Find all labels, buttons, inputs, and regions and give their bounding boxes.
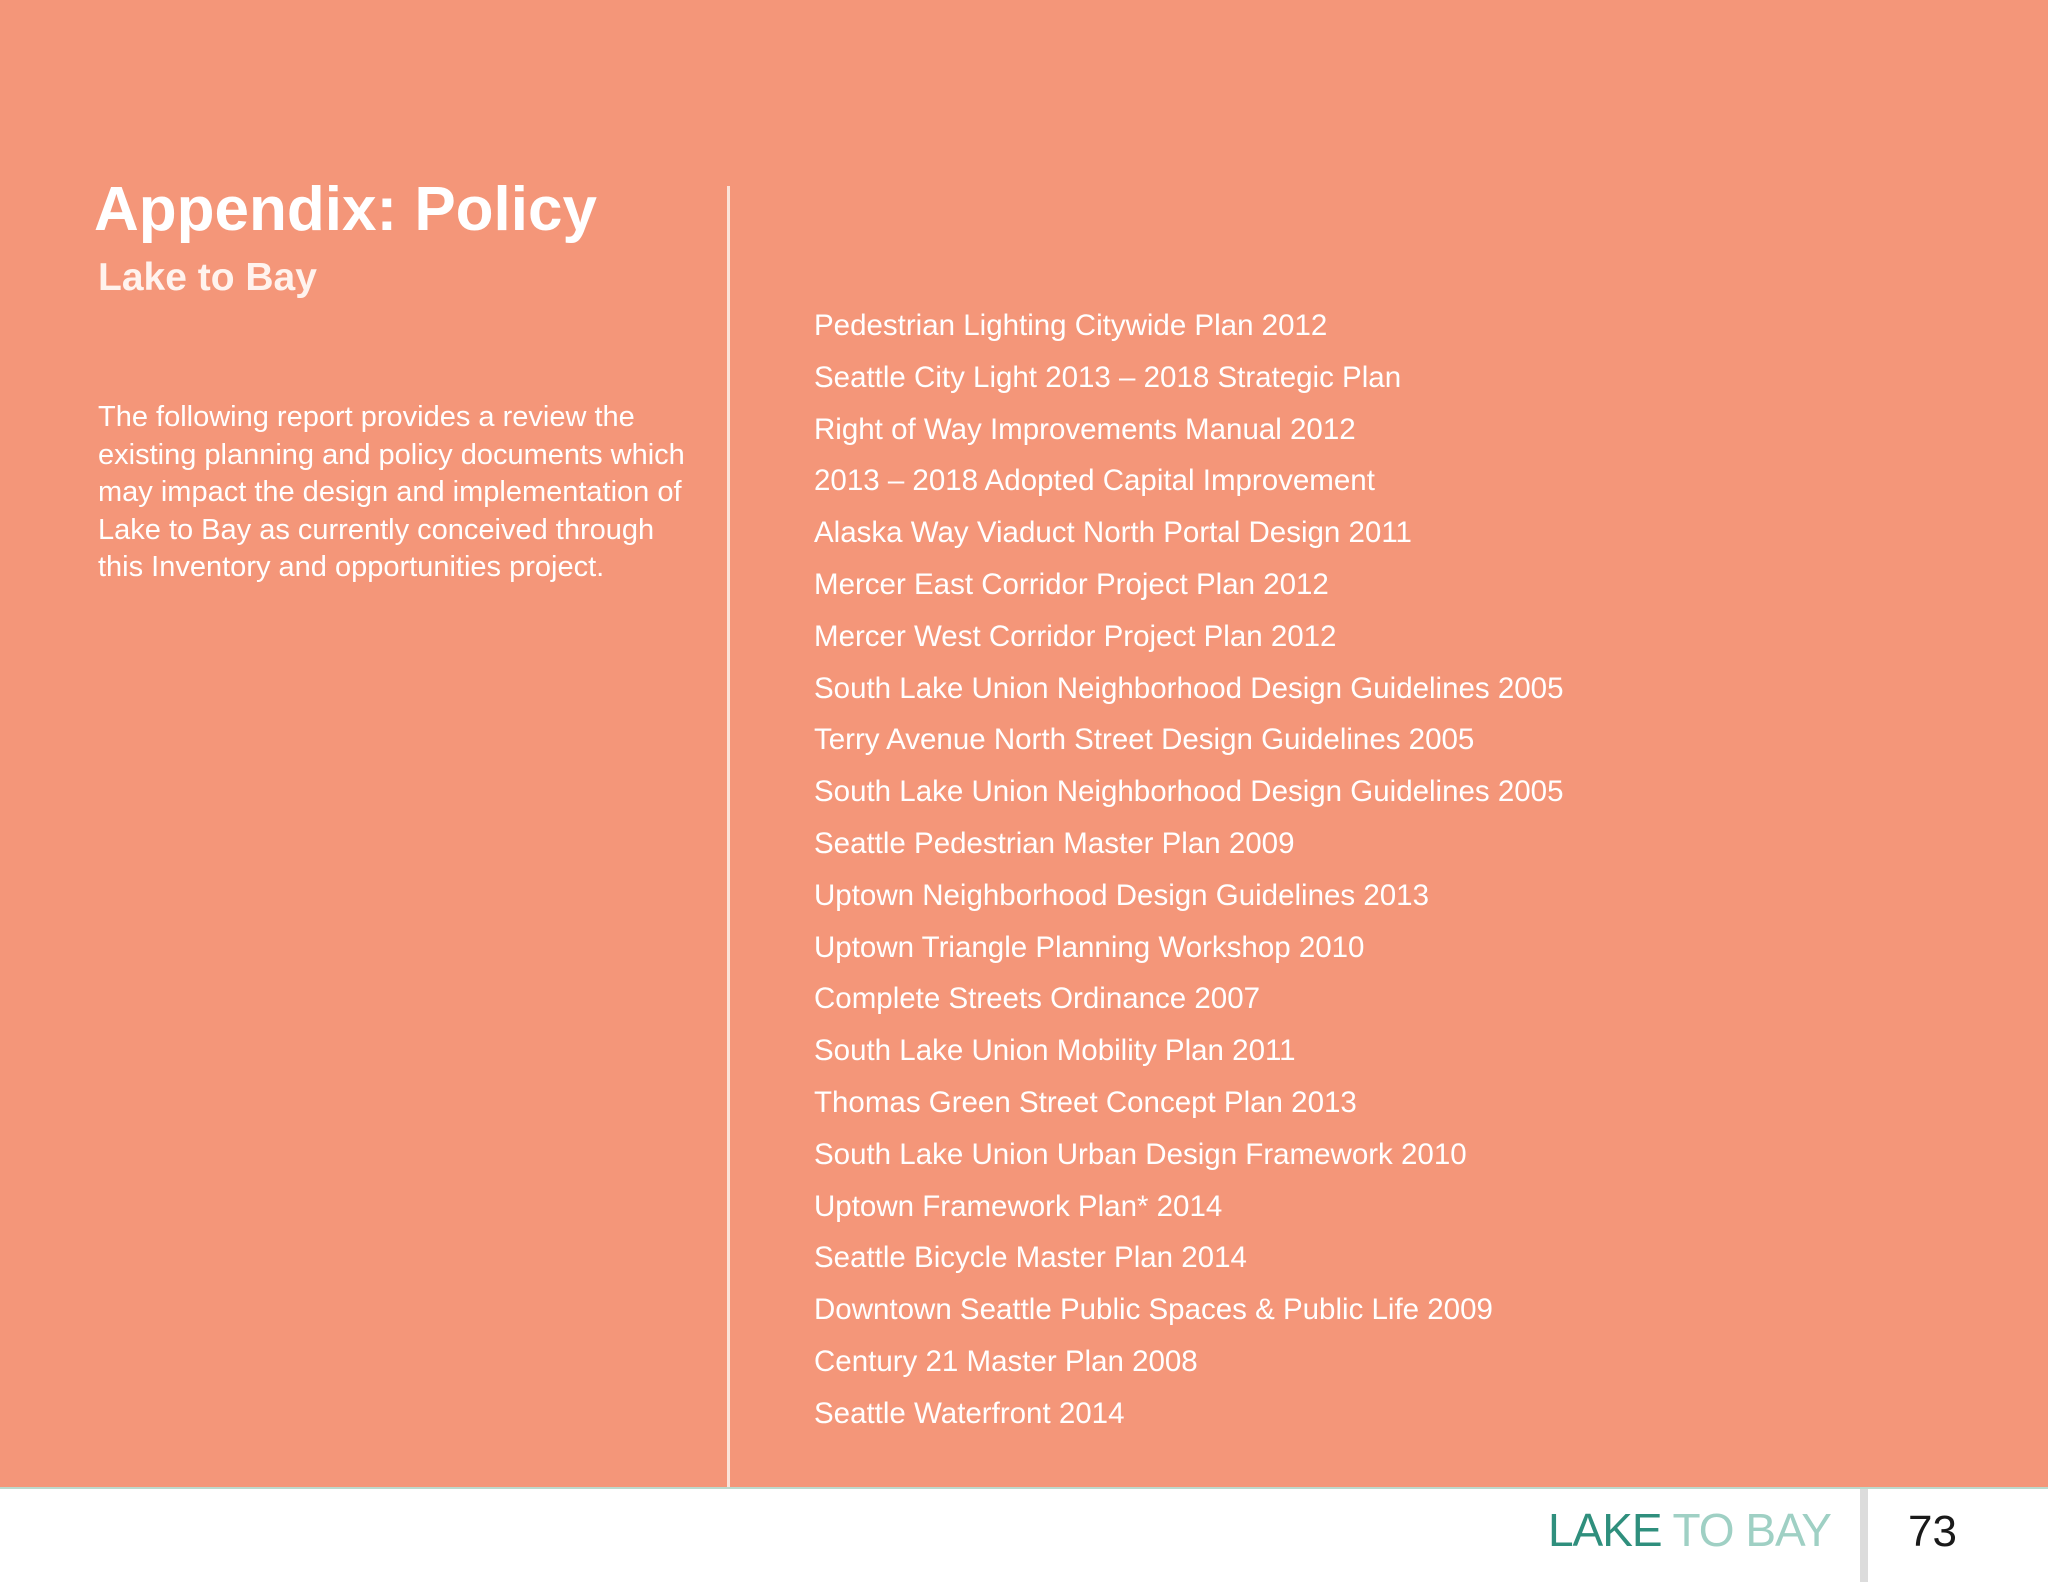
policy-list-item: Seattle Bicycle Master Plan 2014 [814, 1241, 1247, 1275]
footer-brand-logo [1548, 1502, 1831, 1558]
policy-list-item: South Lake Union Mobility Plan 2011 [814, 1034, 1296, 1068]
brand-wordmark-part: LAKE [1547, 1504, 1662, 1556]
policy-list-item: Mercer East Corridor Project Plan 2012 [814, 567, 1329, 601]
policy-list-item: Century 21 Master Plan 2008 [814, 1344, 1198, 1378]
page-title: Appendix: Policy [94, 175, 597, 244]
policy-list-item: Uptown Triangle Planning Workshop 2010 [814, 930, 1365, 964]
policy-list-item: Uptown Framework Plan* 2014 [814, 1189, 1223, 1223]
policy-list-item: Thomas Green Street Concept Plan 2013 [814, 1085, 1357, 1119]
brand-wordmark-part: TO BAY [1661, 1504, 1831, 1556]
policy-list-item: Seattle City Light 2013 – 2018 Strategic Plan [814, 360, 1402, 394]
policy-list-item: South Lake Union Urban Design Framework 2010 [814, 1137, 1467, 1171]
intro-paragraph: The following report provides a review the existing planning and policy documents which may impact the design and implementation of Lake to Bay as currently conceived through this Inventory and opportunities project. [98, 401, 685, 583]
policy-list-item: Downtown Seattle Public Spaces & Public Life 2009 [814, 1293, 1493, 1327]
policy-list-item: Pedestrian Lighting Citywide Plan 2012 [814, 309, 1328, 342]
column-divider [727, 186, 730, 1489]
policy-list-item: South Lake Union Neighborhood Design Guidelines 2005 [814, 775, 1564, 809]
page-number: 73 [1908, 1507, 1957, 1556]
policy-list-item: Mercer West Corridor Project Plan 2012 [814, 619, 1337, 653]
policy-document-list [814, 300, 1564, 1440]
policy-list-item: Seattle Waterfront 2014 [814, 1396, 1125, 1430]
panel-bottom-rule [0, 1487, 2048, 1489]
page-subtitle: Lake to Bay [98, 256, 317, 299]
policy-list-item: Complete Streets Ordinance 2007 [814, 982, 1261, 1016]
policy-list-item: South Lake Union Neighborhood Design Guidelines 2005 [814, 671, 1564, 705]
policy-list-item: Right of Way Improvements Manual 2012 [814, 412, 1356, 446]
policy-list-item: Uptown Neighborhood Design Guidelines 2013 [814, 878, 1429, 912]
policy-list-item: Seattle Pedestrian Master Plan 2009 [814, 826, 1295, 860]
footer-separator [1860, 1489, 1868, 1582]
policy-list-item: Alaska Way Viaduct North Portal Design 2011 [814, 516, 1412, 550]
policy-list-item: 2013 – 2018 Adopted Capital Improvement [814, 464, 1375, 498]
policy-list-item: Terry Avenue North Street Design Guidelines 2005 [814, 723, 1475, 757]
